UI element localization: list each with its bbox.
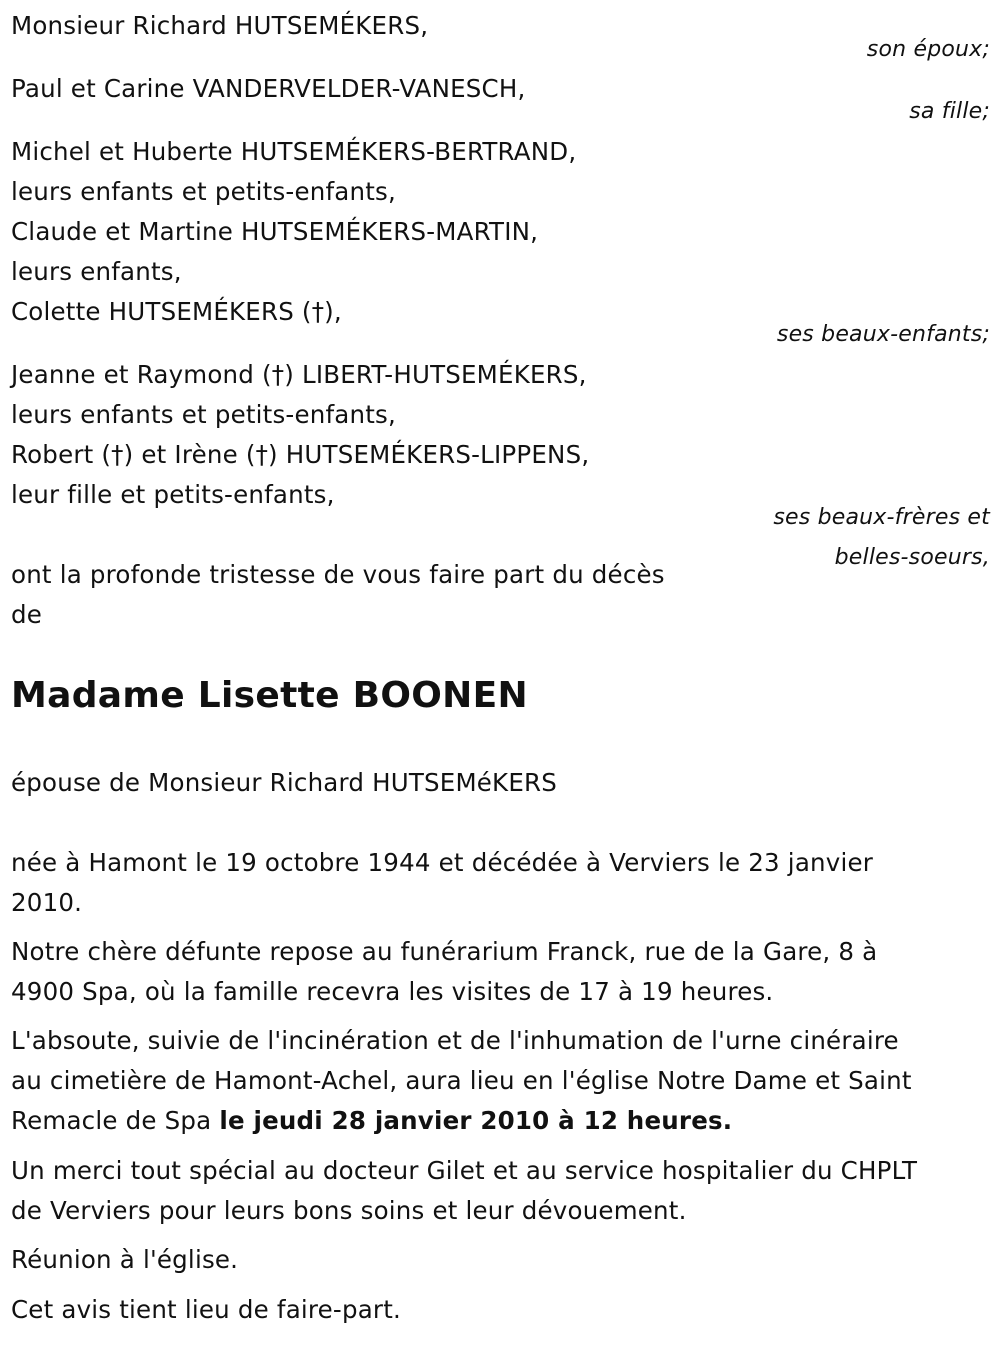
birth-death-paragraph bbox=[11, 843, 986, 923]
ceremony-paragraph bbox=[11, 1021, 986, 1141]
paragraph-line: née à Hamont le 19 octobre 1944 et décédée à Verviers le 23 janvier bbox=[11, 848, 874, 877]
spouse-line: épouse de Monsieur Richard HUTSEMéKERS bbox=[11, 768, 557, 797]
family-role-1: son époux; bbox=[866, 37, 990, 62]
family-role-4 bbox=[773, 498, 990, 578]
family-line: leur fille et petits-enfants, bbox=[11, 480, 335, 509]
family-role-2: sa fille; bbox=[909, 99, 990, 124]
paragraph-line: de Verviers pour leurs bons soins et leur dévouement. bbox=[11, 1196, 687, 1225]
paragraph-line bbox=[11, 1101, 986, 1141]
deceased-name: Madame Lisette BOONEN bbox=[11, 675, 528, 716]
closing-line: Cet avis tient lieu de faire-part. bbox=[11, 1295, 401, 1324]
family-line: Jeanne et Raymond (†) LIBERT-HUTSEMÉKERS, bbox=[11, 360, 587, 389]
family-line: Michel et Huberte HUTSEMÉKERS-BERTRAND, bbox=[11, 137, 577, 166]
paragraph-line: Notre chère défunte repose au funérarium Franck, rue de la Gare, 8 à bbox=[11, 937, 878, 966]
family-line: Colette HUTSEMÉKERS (†), bbox=[11, 297, 342, 326]
paragraph-line: L'absoute, suivie de l'incinération et de l'inhumation de l'urne cinéraire bbox=[11, 1026, 899, 1055]
ceremony-date: le jeudi 28 janvier 2010 à 12 heures. bbox=[219, 1106, 733, 1135]
family-line: Monsieur Richard HUTSEMÉKERS, bbox=[11, 11, 429, 40]
announcement-line: ont la profonde tristesse de vous faire part du décès bbox=[11, 560, 665, 589]
family-line: Paul et Carine VANDERVELDER-VANESCH, bbox=[11, 74, 526, 103]
family-line: Claude et Martine HUTSEMÉKERS-MARTIN, bbox=[11, 217, 539, 246]
paragraph-line: 2010. bbox=[11, 888, 83, 917]
announcement-line: de bbox=[11, 600, 43, 629]
family-group-2 bbox=[11, 69, 525, 109]
announcement bbox=[11, 555, 665, 635]
family-line: leurs enfants et petits-enfants, bbox=[11, 177, 397, 206]
family-line: leurs enfants, bbox=[11, 257, 182, 286]
paragraph-line: au cimetière de Hamont-Achel, aura lieu en l'église Notre Dame et Saint bbox=[11, 1066, 912, 1095]
family-group-3 bbox=[11, 132, 576, 332]
family-group-4 bbox=[11, 355, 589, 515]
family-role-line: ses beaux-frères et bbox=[773, 505, 990, 530]
ceremony-location: Remacle de Spa bbox=[11, 1106, 220, 1135]
family-role-line: belles-soeurs, bbox=[834, 545, 990, 570]
family-line: leurs enfants et petits-enfants, bbox=[11, 400, 397, 429]
family-line: Robert (†) et Irène (†) HUTSEMÉKERS-LIPPENS, bbox=[11, 440, 590, 469]
family-role-3: ses beaux-enfants; bbox=[776, 322, 990, 347]
paragraph-line: Un merci tout spécial au docteur Gilet et au service hospitalier du CHPLT bbox=[11, 1156, 918, 1185]
thanks-paragraph bbox=[11, 1151, 986, 1231]
family-group-1 bbox=[11, 6, 428, 46]
paragraph-line: 4900 Spa, où la famille recevra les visites de 17 à 19 heures. bbox=[11, 977, 774, 1006]
reunion-line: Réunion à l'église. bbox=[11, 1245, 239, 1274]
funerarium-paragraph bbox=[11, 932, 986, 1012]
